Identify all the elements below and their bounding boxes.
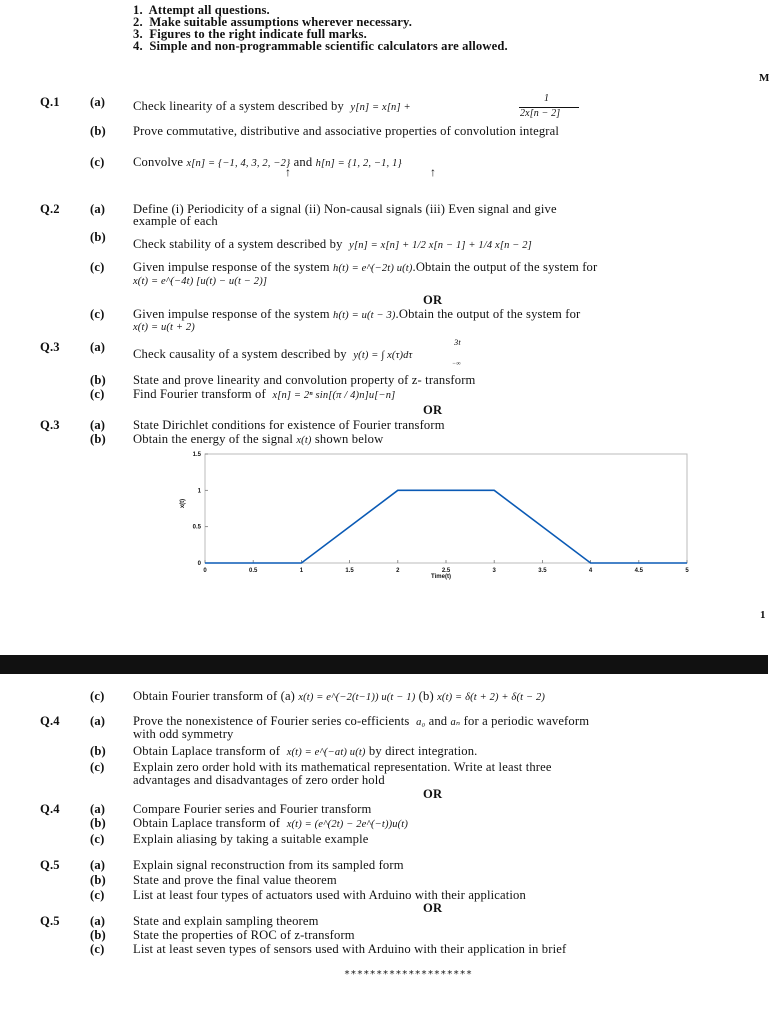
- part-label: (c): [90, 689, 105, 703]
- plot-frame: [205, 454, 687, 563]
- part-label: (b): [90, 744, 106, 758]
- question-text: List at least four types of actuators used with Arduino with their application: [133, 888, 526, 902]
- part-label: (c): [90, 942, 105, 956]
- part-label: (a): [90, 340, 106, 354]
- part-label: (a): [90, 202, 106, 216]
- question-label: Q.5: [40, 914, 60, 928]
- y-tick-label: 0.5: [192, 524, 201, 531]
- question-text: List at least seven types of sensors used with Arduino with their application in brief: [133, 942, 567, 956]
- part-label: (c): [90, 387, 105, 401]
- edge-mark: 1: [760, 609, 766, 621]
- x-axis-label: Time(t): [431, 574, 451, 580]
- part-label: (b): [90, 124, 106, 138]
- or-divider: OR: [423, 293, 443, 307]
- part-label: (b): [90, 432, 106, 446]
- question-text: Prove commutative, distributive and associative properties of convolution integral: [133, 124, 560, 138]
- part-label: (b): [90, 816, 106, 830]
- question-label: Q.5: [40, 858, 60, 872]
- x-tick-label: 0.5: [249, 568, 258, 574]
- part-label: (b): [90, 230, 106, 244]
- question-label: Q.4: [40, 802, 60, 816]
- math-expression: x(t) = e^(−4t) [u(t) − u(t − 2)]: [133, 276, 268, 287]
- part-label: (a): [90, 858, 106, 872]
- question-text: Explain aliasing by taking a suitable example: [133, 832, 369, 846]
- part-label: (c): [90, 307, 105, 321]
- math-fraction-num: 1: [544, 93, 550, 104]
- x-tick-label: 1: [299, 568, 304, 574]
- x-tick-label: 4.5: [634, 568, 643, 574]
- question-text: State and explain sampling theorem: [133, 914, 319, 928]
- question-text: Check stability of a system described by y[n] = x[n] + 1/2 x[n − 1] + 1/4 x[n − 2]: [133, 237, 532, 251]
- question-text: with odd symmetry: [133, 727, 234, 741]
- question-text: Find Fourier transform of x[n] = 2ⁿ sin[(π / 4)n]u[−n]: [133, 387, 396, 401]
- page-break-band: [0, 655, 768, 674]
- part-label: (b): [90, 373, 106, 387]
- part-label: (a): [90, 95, 106, 109]
- part-label: (b): [90, 873, 106, 887]
- question-text: Explain zero order hold with its mathematical representation. Write at least three: [133, 760, 552, 774]
- edge-mark: M: [759, 72, 769, 84]
- question-text: State and prove the final value theorem: [133, 873, 337, 887]
- question-text: Obtain Laplace transform of x(t) = e^(−at) u(t) by direct integration.: [133, 744, 478, 758]
- x-tick-label: 5: [685, 568, 689, 574]
- part-label: (c): [90, 260, 105, 274]
- question-text: State and prove linearity and convolution property of z- transform: [133, 373, 476, 387]
- part-label: (b): [90, 928, 106, 942]
- origin-arrow-icon: ↑: [430, 165, 436, 179]
- question-text: example of each: [133, 214, 218, 228]
- y-tick-label: 1: [197, 488, 201, 495]
- x-tick-label: 3: [492, 568, 496, 574]
- integral-lower-limit: −∞: [452, 361, 461, 367]
- part-label: (c): [90, 888, 105, 902]
- question-text: State Dirichlet conditions for existence of Fourier transform: [133, 418, 445, 432]
- question-label: Q.3: [40, 418, 60, 432]
- math-expression: y[n] = x[n] +: [350, 102, 411, 113]
- question-label: Q.4: [40, 714, 60, 728]
- x-tick-label: 0: [203, 568, 207, 574]
- question-text: Explain signal reconstruction from its sampled form: [133, 858, 404, 872]
- or-divider: OR: [423, 787, 443, 801]
- question-text: Prove the nonexistence of Fourier series co-efficients a₀ and aₙ for a periodic waveform: [133, 714, 590, 728]
- question-label: Q.1: [40, 95, 60, 109]
- instruction-item: 1. Attempt all questions.: [133, 3, 270, 17]
- y-tick-label: 1.5: [192, 452, 201, 458]
- instruction-item: 3. Figures to the right indicate full marks.: [133, 27, 367, 41]
- end-of-paper-stars: ********************: [344, 969, 473, 980]
- y-axis-label: x(t): [180, 498, 186, 509]
- or-divider: OR: [423, 403, 443, 417]
- part-label: (a): [90, 418, 106, 432]
- x-tick-label: 1.5: [345, 568, 354, 574]
- part-label: (a): [90, 802, 106, 816]
- part-label: (c): [90, 760, 105, 774]
- x-tick-label: 2.5: [441, 568, 451, 574]
- math-expression: x(t) = u(t + 2): [133, 322, 195, 333]
- instruction-item: 2. Make suitable assumptions wherever necessary.: [133, 15, 413, 29]
- x-tick-label: 4: [588, 568, 593, 574]
- question-text: Check linearity of a system described by y[n] = x[n] +: [133, 99, 411, 113]
- question-text: Given impulse response of the system h(t) = e^(−2t) u(t).Obtain the output of the system for: [133, 260, 598, 274]
- question-label: Q.2: [40, 202, 60, 216]
- or-divider: OR: [423, 901, 443, 915]
- question-text: State the properties of ROC of z-transform: [133, 928, 355, 942]
- origin-arrow-icon: ↑: [285, 165, 291, 179]
- x-tick-label: 3.5: [538, 568, 547, 574]
- y-tick-label: 0: [197, 561, 201, 567]
- question-text: Obtain Fourier transform of (a) x(t) = e^(−2(t−1)) u(t − 1) (b) x(t) = δ(t + 2) + δ(t − 2): [133, 689, 546, 703]
- part-label: (a): [90, 714, 106, 728]
- part-label: (c): [90, 832, 105, 846]
- part-label: (c): [90, 155, 105, 169]
- instruction-item: 4. Simple and non-programmable scientific calculators are allowed.: [133, 39, 508, 53]
- question-text: Obtain Laplace transform of x(t) = (e^(2t) − 2e^(−t))u(t): [133, 816, 409, 830]
- math-fraction-den: 2x[n − 2]: [520, 108, 561, 119]
- integral-upper-limit: 3t: [454, 337, 461, 347]
- x-tick-label: 2: [396, 568, 400, 574]
- question-text: Compare Fourier series and Fourier transform: [133, 802, 372, 816]
- part-label: (a): [90, 914, 106, 928]
- question-text: Define (i) Periodicity of a signal (ii) Non-causal signals (iii) Even signal and give: [133, 202, 557, 216]
- question-text: Obtain the energy of the signal x(t) shown below: [133, 432, 384, 446]
- question-text: Given impulse response of the system h(t) = u(t − 3).Obtain the output of the system for: [133, 307, 581, 321]
- question-label: Q.3: [40, 340, 60, 354]
- signal-chart: [170, 447, 700, 587]
- question-text: advantages and disadvantages of zero order hold: [133, 773, 385, 787]
- signal-line: [205, 490, 687, 563]
- question-text: Convolve x[n] = {−1, 4, 3, 2, −2} and h[n] = {1, 2, −1, 1}: [133, 155, 402, 169]
- question-text: Check causality of a system described by y(t) = ∫ x(τ)dτ: [133, 347, 413, 361]
